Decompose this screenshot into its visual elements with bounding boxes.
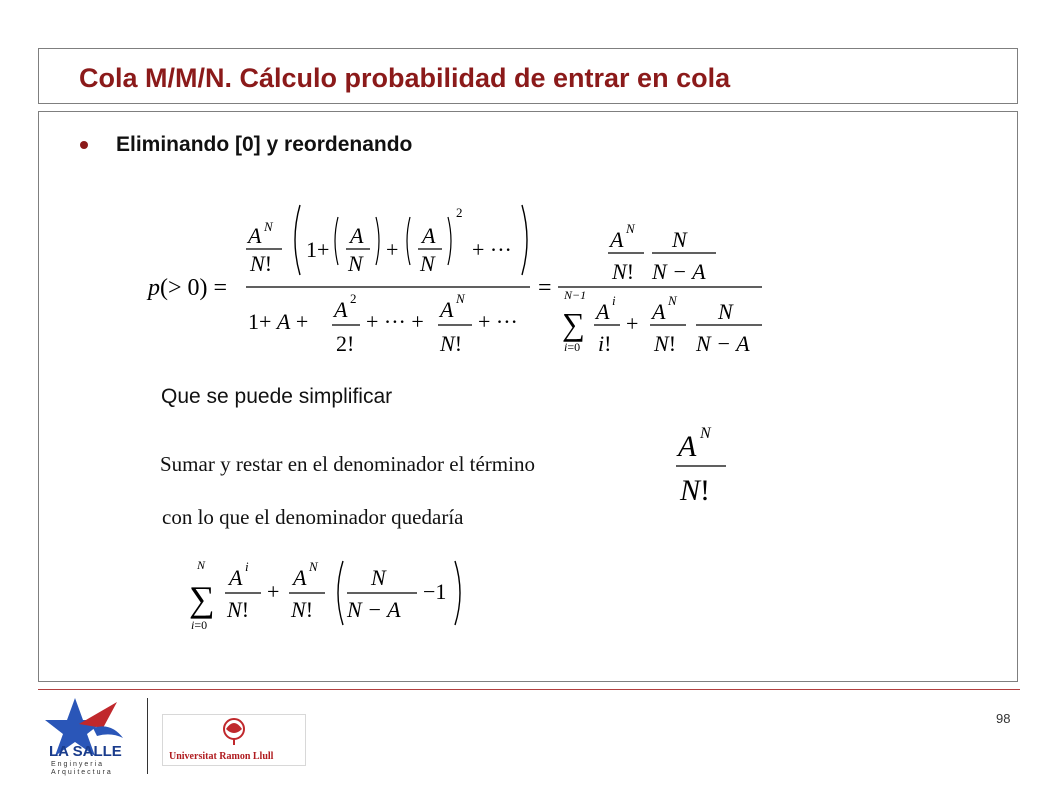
svg-text:N: N [348, 251, 363, 276]
svg-text:i=0: i=0 [564, 340, 581, 354]
svg-text:N!: N! [440, 331, 463, 356]
svg-text:N: N [264, 219, 273, 234]
svg-text:Arquitectura: Arquitectura [51, 769, 113, 776]
svg-text:−1: −1 [423, 579, 447, 604]
svg-text:A: A [652, 299, 666, 324]
svg-text:+: + [626, 311, 639, 336]
svg-text:+: + [386, 237, 399, 262]
svg-text:2!: 2! [336, 331, 355, 356]
svg-text:1+ A +: 1+ A + [248, 309, 309, 334]
svg-text:N−1: N−1 [564, 288, 587, 302]
svg-text:p(> 0) =: p(> 0) = [148, 275, 228, 301]
svg-text:+ ···: + ··· [478, 309, 518, 334]
svg-text:N − A: N − A [696, 331, 750, 356]
svg-text:N: N [672, 227, 687, 252]
slide-title: Cola M/M/N. Cálculo probabilidad de entrar en cola [79, 63, 731, 93]
svg-text:A: A [350, 223, 364, 248]
denominator-equation [185, 555, 485, 635]
svg-text:N!: N! [612, 259, 635, 284]
svg-text:+ ··· +: + ··· + [366, 309, 424, 334]
svg-text:N: N [371, 565, 386, 590]
logo-text: LA SALLE [49, 743, 122, 760]
svg-text:N!: N! [227, 597, 250, 622]
svg-text:=: = [538, 275, 552, 301]
svg-text:N: N [718, 299, 733, 324]
ramon-llull-logo [162, 714, 306, 766]
sum-subtract-text: Sumar y restar en el denominador el término [160, 452, 535, 476]
page-number: 98 [996, 711, 1011, 726]
svg-text:N: N [668, 293, 677, 308]
svg-text:N: N [309, 559, 318, 574]
bullet-item [80, 133, 412, 157]
svg-text:A: A [596, 299, 610, 324]
footer-divider [38, 689, 1020, 690]
svg-text:N − A: N − A [347, 597, 401, 622]
svg-text:i: i [245, 559, 249, 574]
svg-text:i=0: i=0 [191, 618, 208, 632]
svg-text:N: N [456, 291, 465, 306]
svg-text:∑: ∑ [189, 579, 215, 619]
svg-text:A: A [334, 297, 348, 322]
svg-text:∑: ∑ [562, 306, 585, 342]
probability-equation [140, 195, 780, 365]
svg-text:2: 2 [456, 205, 463, 220]
svg-text:+: + [267, 579, 280, 604]
svg-text:N!: N! [654, 331, 677, 356]
svg-text:Enginyeria: Enginyeria [51, 761, 105, 768]
svg-text:N!: N! [291, 597, 314, 622]
svg-text:A: A [293, 565, 307, 590]
title-frame [38, 48, 1018, 104]
svg-text:A: A [610, 227, 624, 252]
svg-text:A: A [248, 223, 262, 248]
svg-text:N!: N! [680, 474, 711, 507]
svg-text:1+: 1+ [306, 237, 330, 262]
svg-text:A: A [678, 430, 697, 463]
svg-text:+ ···: + ··· [472, 237, 512, 262]
logo-divider [147, 698, 148, 774]
svg-text:N: N [700, 425, 711, 442]
svg-text:N!: N! [250, 251, 273, 276]
bullet-text: Eliminando [0] y reordenando [116, 133, 413, 156]
svg-text:N: N [197, 558, 206, 572]
svg-text:Universitat Ramon Llull: Universitat Ramon Llull [169, 751, 274, 762]
denominator-text: con lo que el denominador quedaría [162, 505, 464, 529]
term-equation [674, 420, 734, 510]
bullet-dot-icon [80, 141, 88, 149]
svg-text:A: A [229, 565, 243, 590]
svg-text:2: 2 [350, 291, 357, 306]
svg-text:N: N [420, 251, 435, 276]
simplify-text: Que se puede simplificar [161, 385, 393, 408]
svg-text:A: A [422, 223, 436, 248]
svg-text:i: i [612, 293, 616, 308]
la-salle-logo [45, 694, 135, 776]
svg-text:A: A [440, 297, 454, 322]
svg-text:N − A: N − A [652, 259, 706, 284]
svg-text:i!: i! [598, 331, 612, 356]
svg-text:N: N [626, 221, 635, 236]
